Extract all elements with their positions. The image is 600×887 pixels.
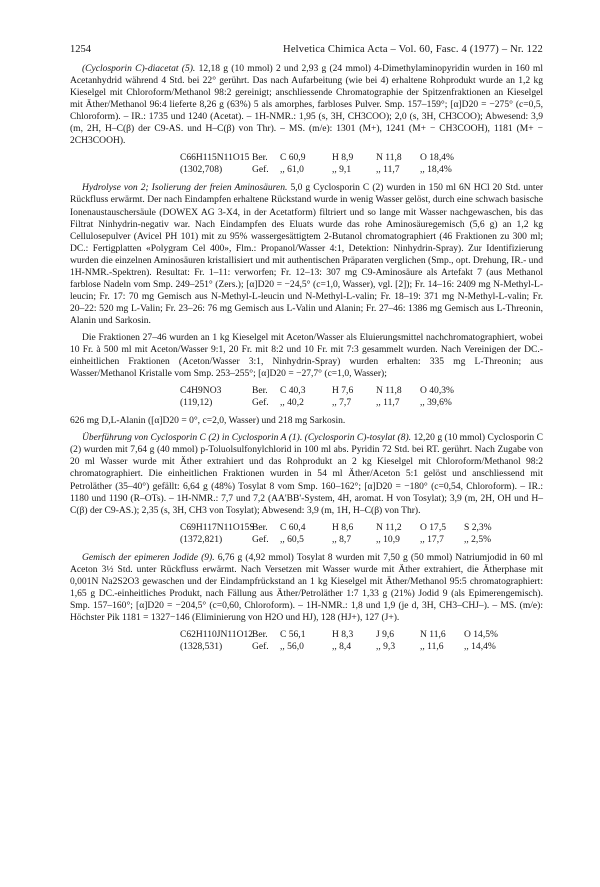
analysis-value: H 8,9: [332, 152, 354, 164]
analysis-value: H 7,6: [332, 385, 354, 397]
paragraph-diacetat: [70, 63, 543, 147]
paragraph-title: Hydrolyse von 2; Isolierung der freien Aminosäuren.: [82, 182, 288, 194]
calc-label: Ber.: [252, 385, 268, 397]
found-label: Gef.: [252, 533, 269, 545]
analysis-value: N 11,2: [376, 521, 402, 533]
paragraph-alanin: [70, 415, 543, 427]
analysis-value: N 11,6: [420, 629, 446, 641]
analysis-value: C 60,4: [280, 521, 306, 533]
paragraph-title: Gemisch der epimeren Jodide (9).: [82, 551, 215, 563]
analysis-calc-row: [180, 385, 543, 397]
analysis-value: S 2,3%: [464, 521, 492, 533]
paragraph-text: Die Fraktionen 27–46 wurden an 1 kg Kieselgel mit Aceton/Wasser als Eluierungsmittel nachchromatographiert, wobei 10 Fr. à 500 ml mit Aceton/Wasser 9:1, 20 Fr. mit 8:2 und 10 Fr. mit 7:3 gesammelt wurden. Nach Vereinigen der DC.-einheitlichen Fraktionen (Aceton/Wasser 3:1, Ninhydrin-Spray) wurden erhalten: 335 mg L-Threonin; aus Wasser/Methanol Kristalle vom Smp. 253–255°; [α]D20 = −27,7° (c=1,0, Wasser);: [70, 331, 543, 380]
analysis-value: O 14,5%: [464, 629, 498, 641]
analysis-value: C 40,3: [280, 385, 306, 397]
analysis-value: ,, 56,0: [280, 641, 304, 653]
analysis-value: ,, 40,2: [280, 397, 304, 409]
analysis-value: N 11,8: [376, 385, 402, 397]
analysis-value: ,, 61,0: [280, 164, 304, 176]
analysis-found-row: [180, 397, 543, 409]
analysis-value: ,, 8,7: [332, 533, 352, 545]
analysis-value: ,, 2,5%: [464, 533, 492, 545]
analysis-value: O 18,4%: [420, 152, 454, 164]
analysis-value: ,, 11,6: [420, 641, 444, 653]
found-label: Gef.: [252, 397, 269, 409]
molecular-weight: (119,12): [180, 397, 213, 409]
paragraph-fraktionen: [70, 332, 543, 380]
analysis-value: ,, 11,7: [376, 397, 400, 409]
paragraph-title: (Cyclosporin C)-diacetat (5).: [82, 63, 196, 74]
page-number: 1254: [70, 44, 91, 55]
analysis-value: ,, 9,3: [376, 641, 396, 653]
paragraph-hydrolyse: [70, 182, 543, 327]
analysis-value: ,, 8,4: [332, 641, 352, 653]
analysis-value: O 40,3%: [420, 385, 454, 397]
molecular-formula: C66H115N11O15: [180, 152, 250, 164]
analysis-calc-row: [180, 629, 543, 641]
analysis-found-row: [180, 534, 543, 546]
analysis-value: ,, 18,4%: [420, 164, 452, 176]
found-label: Gef.: [252, 641, 269, 653]
analysis-value: H 8,3: [332, 629, 354, 641]
analysis-value: ,, 60,5: [280, 533, 304, 545]
calc-label: Ber.: [252, 629, 268, 641]
paragraph-text: 5,0 g Cyclosporin C (2) wurden in 150 ml 6N HCl 20 Std. unter Rückfluss erwärmt. Der nach Eindampfen erhaltene Rückstand wurde in wenig Wasser gelöst, durch eine schwach basische Ionenaustauschersäule (DOWEX AG 3-X4, in der Acetatform) filtriert und so lange mit Wasser nachgewaschen, bis das Filtrat Ninhydrin-negativ war. Nach Eindampfen des Eluats wurde das rohe Aminosäuregemisch (5,6 g) an 1,2 kg Cellulosepulver (Avicel PH 101) mit zu 95% wassergesättigtem 2-Butanol chromatographiert (46 Fraktionen zu 300 ml; DC.: Fertigplatten «Polygram Cel 400», Flm.: Propanol/Wasser 4:1, Detektion: Ninhydrin-Spray). Zur Identifizierung wurden die einzelnen Aminosäuren kristallisiert und mit authentischen Präparaten verglichen (Smp., opt. Drehung, IR.- und 1H-NMR.-Spektren). Resultat: Fr. 1–11: verworfen; Fr. 12–13: 307 mg C9-Aminosäure als Artefakt 7 (aus Methanol farblose Nadeln vom Smp. 249–251° (Zers.); [α]D20 = −24,5° (c=1,0, Wasser), vgl. [2]); Fr. 14–16: 2409 mg N-Methyl-L-leucin; Fr. 17: 70 mg Gemisch aus N-Methyl-L-leucin und N-Methyl-L-valin; Fr. 18–19: 371 mg N-Methyl-L-valin; Fr. 20–22: 520 mg L-Valin; Fr. 23–26: 76 mg Gemisch aus L-Valin und Alanin; Fr. 27–46: 1386 mg Gemisch aus L-Threonin, Alanin und Sarkosin.: [70, 182, 543, 326]
molecular-formula: C62H110JN11O12: [180, 629, 254, 641]
calc-label: Ber.: [252, 521, 268, 533]
analysis-value: J 9,6: [376, 629, 395, 641]
elemental-analysis-1: [180, 152, 543, 176]
elemental-analysis-4: [180, 629, 543, 653]
analysis-value: ,, 39,6%: [420, 397, 452, 409]
analysis-value: ,, 10,9: [376, 533, 400, 545]
molecular-formula: C4H9NO3: [180, 385, 222, 397]
paragraph-jodide: [70, 552, 543, 624]
molecular-formula: C69H117N11O15S: [180, 521, 255, 533]
molecular-weight: (1328,531): [180, 641, 223, 653]
journal-running-head: Helvetica Chimica Acta – Vol. 60, Fasc. 4 (1977) – Nr. 122: [283, 44, 543, 55]
analysis-found-row: [180, 641, 543, 653]
found-label: Gef.: [252, 164, 269, 176]
molecular-weight: (1372,821): [180, 533, 223, 545]
elemental-analysis-2: [180, 385, 543, 409]
analysis-calc-row: [180, 522, 543, 534]
analysis-value: ,, 14,4%: [464, 641, 496, 653]
paragraph-text: 6,76 g (4,92 mmol) Tosylat 8 wurden mit 7,50 g (50 mmol) Natriumjodid in 60 ml Aceton 3½ Std. unter Rückfluss erwärmt. Nach Versetzen mit Wasser wurde mit Äther extrahiert, die Ätherphase mit 0,001N Na2S2O3 gewaschen und der Eindampfrückstand an 1 kg Kieselgel mit Äther/Methanol 95:5 chromatographiert: 1,65 g DC.-einheitliches Produkt, nach Fällung aus Äther/Petroläther 1:7 1,33 g (21%) Jodid 9 (als Epimerengemisch). Smp. 157–160°; [α]D20 = −204,5° (c=0,60, Chloroform). – 1H-NMR.: 1,8 und 1,9 (je d, 3H, CH3–CHJ–). – MS. (m/e): Höchster Pik 1181 = 1327−146 (Eliminierung von H2O und HJ), 128 (HJ+), 127 (J+).: [70, 551, 544, 623]
analysis-value: ,, 9,1: [332, 164, 352, 176]
analysis-value: N 11,8: [376, 152, 402, 164]
analysis-value: C 56,1: [280, 629, 306, 641]
paragraph-tosylat: [70, 432, 543, 516]
analysis-value: H 8,6: [332, 521, 354, 533]
calc-label: Ber.: [252, 152, 268, 164]
article-body: [70, 63, 543, 653]
analysis-found-row: [180, 164, 543, 176]
paragraph-text: 12,18 g (10 mmol) 2 und 2,93 g (24 mmol) 4-Dimethylaminopyridin wurden in 160 ml Acetanhydrid während 4 Std. bei 22° gerührt. Das nach Aufarbeitung (wie bei 4) erhaltene Rohprodukt wurde an 1,2 kg Kieselgel mit Chloroform/Methanol 98:2 gereinigt; anschliessende Chromatographie der Spitzenfraktionen an Kieselgel mit Äther/Methanol 96:4 lieferte 8,26 g (63%) 5 als amorphes, farbloses Pulver. Smp. 157–159°; [α]D20 = −275° (c=0,5, Chloroform). – IR.: 1735 und 1240 (Acetat). – 1H-NMR.: 1,95 (s, 3H, CH3COO); 2,0 (s, 3H, CH3COO); Abwesend: 3,9 (m, 2H, H–C(β) der C9-AS. und H–C(β) von Thr). – MS. (m/e): 1301 (M+), 1241 (M+ − CH3COOH), 1181 (M+ − 2CH3COOH).: [70, 63, 543, 147]
paragraph-title: Überführung von Cyclosporin C (2) in Cyclosporin A (1). (Cyclosporin C)-tosylat (8).: [82, 432, 412, 444]
analysis-calc-row: [180, 152, 543, 164]
analysis-value: ,, 17,7: [420, 533, 444, 545]
page-header: [70, 44, 543, 55]
analysis-value: C 60,9: [280, 152, 306, 164]
analysis-value: ,, 7,7: [332, 397, 352, 409]
paragraph-text: 12,20 g (10 mmol) Cyclosporin C (2) wurden mit 7,64 g (40 mmol) p-Toluolsulfonylchlorid in 100 ml abs. Pyridin 72 Std. bei RT. gerührt. Nach Zugabe von 20 ml Wasser wurde mit Äther extrahiert und das Rohprodukt an 2 kg Kieselgel mit Chloroform/Methanol 98:2 chromatographiert. Die einheitlichen Fraktionen wurden in 54 ml Äther/Aceton 5:1 gelöst und anschliessend mit Petroläther (35–40°) gefällt: 6,64 g (48%) Tosylat 8 vom Smp. 160–162°; [α]D20 = −180° (c=0,54, Chloroform). – IR.: 1180 und 1190 (R–OTs). – 1H-NMR.: 7,7 und 7,2 (AA'BB'-System, 4H, aromat. H von Tosylat); 3,9 (m, 2H, OH und H–C(β) der C9-AS.); 2,35 (s, 3H, CH3 von Tosylat); Abwesend: 3,9 (m, 1H, H–C(β) von Thr).: [70, 432, 543, 516]
analysis-value: O 17,5: [420, 521, 446, 533]
molecular-weight: (1302,708): [180, 164, 223, 176]
elemental-analysis-3: [180, 522, 543, 546]
analysis-value: ,, 11,7: [376, 164, 400, 176]
paragraph-text: 626 mg D,L-Alanin ([α]D20 = 0°, c=2,0, Wasser) und 218 mg Sarkosin.: [70, 415, 346, 427]
